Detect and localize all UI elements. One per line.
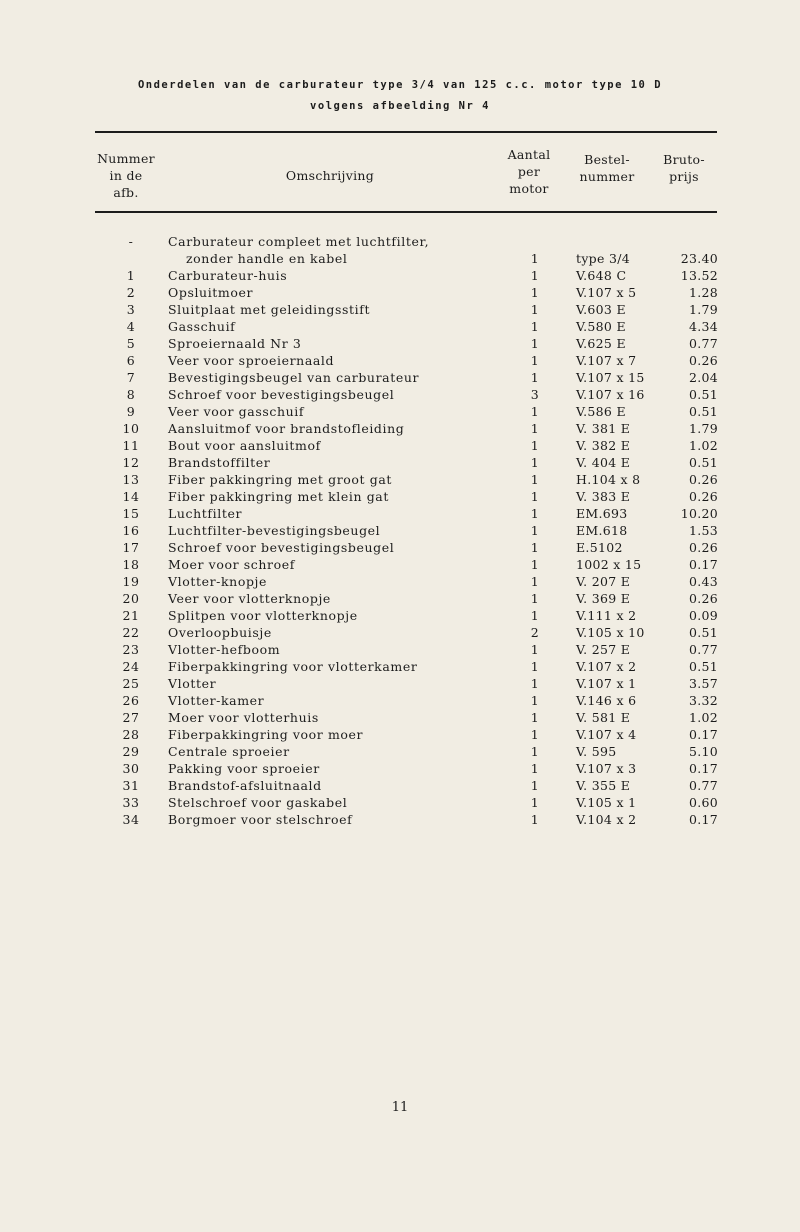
part-order-number: V.625 E	[576, 336, 626, 351]
part-description: Stelschroef voor gaskabel	[168, 795, 348, 810]
part-description: Fiberpakkingring voor vlotterkamer	[168, 659, 418, 674]
part-description: Luchtfilter-bevestigingsbeugel	[168, 523, 381, 538]
part-quantity: 1	[530, 795, 540, 810]
part-description: Carburateur compleet met luchtfilter,	[168, 234, 430, 249]
table-row	[0, 284, 800, 301]
part-price: 5.10	[688, 744, 718, 759]
table-row	[0, 301, 800, 318]
part-order-number: V. 383 E	[576, 489, 631, 504]
part-price: 0.26	[688, 472, 718, 487]
part-order-number: V. 382 E	[576, 438, 631, 453]
part-description: Veer voor vlotterknopje	[168, 591, 331, 606]
table-row	[0, 760, 800, 777]
part-number: 10	[122, 421, 140, 436]
part-price: 4.34	[688, 319, 718, 334]
part-number: 16	[122, 523, 140, 538]
part-number: 25	[122, 676, 140, 691]
part-order-number: type 3/4	[576, 251, 630, 266]
part-description: Fiber pakkingring met klein gat	[168, 489, 389, 504]
part-number: 31	[122, 778, 140, 793]
part-number: 5	[126, 336, 136, 351]
part-description: Brandstoffilter	[168, 455, 271, 470]
part-price: 0.26	[688, 540, 718, 555]
part-order-number: V.580 E	[576, 319, 626, 334]
part-description: Gasschuif	[168, 319, 236, 334]
part-order-number: V.107 x 16	[576, 387, 645, 402]
part-description: Bout voor aansluitmof	[168, 438, 321, 453]
part-number: 18	[122, 557, 140, 572]
part-number: 14	[122, 489, 140, 504]
part-description: Splitpen voor vlotterknopje	[168, 608, 358, 623]
part-order-number: E.5102	[576, 540, 623, 555]
part-quantity: 1	[530, 404, 540, 419]
table-row	[0, 539, 800, 556]
part-price: 0.51	[688, 404, 718, 419]
part-description: Borgmoer voor stelschroef	[168, 812, 353, 827]
header-aantal: Aantal per motor	[507, 147, 551, 196]
part-quantity: 1	[530, 574, 540, 589]
part-number: 27	[122, 710, 140, 725]
table-row	[0, 590, 800, 607]
page-number: 11	[391, 1100, 409, 1115]
part-description: Opsluitmoer	[168, 285, 254, 300]
part-quantity: 1	[530, 591, 540, 606]
part-description: Fiberpakkingring voor moer	[168, 727, 364, 742]
part-order-number: V. 207 E	[576, 574, 631, 589]
part-number: 7	[126, 370, 136, 385]
table-row	[0, 471, 800, 488]
part-quantity: 3	[530, 387, 540, 402]
part-quantity: 1	[530, 727, 540, 742]
part-price: 1.28	[688, 285, 718, 300]
table-row	[0, 454, 800, 471]
part-number: 26	[122, 693, 140, 708]
part-number: 17	[122, 540, 140, 555]
part-order-number: V.648 C	[576, 268, 627, 283]
part-number: 34	[122, 812, 140, 827]
part-quantity: 1	[530, 642, 540, 657]
part-order-number: V.603 E	[576, 302, 626, 317]
part-price: 0.77	[688, 642, 718, 657]
part-description: Brandstof-afsluitnaald	[168, 778, 322, 793]
part-price: 0.51	[688, 387, 718, 402]
part-description: Overloopbuisje	[168, 625, 272, 640]
table-row	[0, 488, 800, 505]
part-number: 21	[122, 608, 140, 623]
part-number: 30	[122, 761, 140, 776]
part-quantity: 1	[530, 251, 540, 266]
part-order-number: V.104 x 2	[576, 812, 637, 827]
part-description: Bevestigingsbeugel van carburateur	[168, 370, 420, 385]
part-price: 0.77	[688, 336, 718, 351]
part-number: 9	[126, 404, 136, 419]
part-number: 29	[122, 744, 140, 759]
table-row	[0, 335, 800, 352]
part-quantity: 1	[530, 608, 540, 623]
part-price: 0.09	[688, 608, 718, 623]
part-description: Moer voor vlotterhuis	[168, 710, 319, 725]
part-price: 0.26	[688, 489, 718, 504]
part-number: 23	[122, 642, 140, 657]
part-number: 19	[122, 574, 140, 589]
part-price: 0.17	[688, 727, 718, 742]
part-number: 4	[126, 319, 136, 334]
table-row	[0, 675, 800, 692]
part-description: Sproeiernaald Nr 3	[168, 336, 302, 351]
part-quantity: 1	[530, 523, 540, 538]
part-quantity: 1	[530, 285, 540, 300]
part-price: 23.40	[680, 251, 718, 266]
table-top-rule	[95, 131, 717, 133]
part-price: 3.57	[688, 676, 718, 691]
table-row	[0, 505, 800, 522]
part-price: 0.17	[688, 812, 718, 827]
part-order-number: EM.693	[576, 506, 628, 521]
part-quantity: 1	[530, 659, 540, 674]
part-quantity: 1	[530, 302, 540, 317]
table-row-continuation	[0, 250, 800, 267]
table-row	[0, 726, 800, 743]
table-header-rule	[95, 211, 717, 213]
part-quantity: 1	[530, 421, 540, 436]
part-number: 20	[122, 591, 140, 606]
part-quantity: 1	[530, 489, 540, 504]
table-row	[0, 556, 800, 573]
part-order-number: V.105 x 10	[576, 625, 645, 640]
table-row	[0, 233, 800, 250]
part-number: 2	[126, 285, 136, 300]
table-row	[0, 709, 800, 726]
part-number: 15	[122, 506, 140, 521]
part-description: Veer voor gasschuif	[168, 404, 305, 419]
part-number: 24	[122, 659, 140, 674]
part-number: 13	[122, 472, 140, 487]
part-quantity: 1	[530, 455, 540, 470]
part-price: 0.51	[688, 659, 718, 674]
part-order-number: V. 404 E	[576, 455, 631, 470]
table-row	[0, 658, 800, 675]
part-price: 0.26	[688, 591, 718, 606]
part-order-number: V.107 x 2	[576, 659, 637, 674]
part-price: 10.20	[680, 506, 718, 521]
part-quantity: 1	[530, 336, 540, 351]
part-price: 1.79	[688, 421, 718, 436]
part-price: 0.60	[688, 795, 718, 810]
part-description: Vlotter-hefboom	[168, 642, 281, 657]
part-quantity: 1	[530, 506, 540, 521]
part-order-number: V. 595	[576, 744, 617, 759]
part-number: 8	[126, 387, 136, 402]
table-row	[0, 641, 800, 658]
part-quantity: 1	[530, 710, 540, 725]
part-description: Pakking voor sproeier	[168, 761, 320, 776]
part-quantity: 1	[530, 778, 540, 793]
table-row	[0, 607, 800, 624]
header-bestelnummer: Bestel- nummer	[579, 152, 635, 184]
part-order-number: V. 257 E	[576, 642, 631, 657]
part-quantity: 1	[530, 693, 540, 708]
part-order-number: V.107 x 3	[576, 761, 637, 776]
part-price: 1.02	[688, 710, 718, 725]
part-description-cont: zonder handle en kabel	[186, 251, 348, 266]
table-row	[0, 743, 800, 760]
part-number: 12	[122, 455, 140, 470]
part-number: 11	[122, 438, 140, 453]
part-order-number: H.104 x 8	[576, 472, 641, 487]
part-order-number: 1002 x 15	[576, 557, 642, 572]
part-quantity: 1	[530, 676, 540, 691]
table-row	[0, 522, 800, 539]
table-row	[0, 369, 800, 386]
part-quantity: 1	[530, 540, 540, 555]
part-price: 1.02	[688, 438, 718, 453]
part-number: 33	[122, 795, 140, 810]
part-description: Sluitplaat met geleidingsstift	[168, 302, 371, 317]
part-price: 0.43	[688, 574, 718, 589]
table-row	[0, 318, 800, 335]
part-number: -	[128, 234, 134, 249]
part-price: 3.32	[688, 693, 718, 708]
part-price: 0.77	[688, 778, 718, 793]
part-quantity: 1	[530, 370, 540, 385]
part-order-number: EM.618	[576, 523, 628, 538]
part-order-number: V.105 x 1	[576, 795, 637, 810]
table-row	[0, 386, 800, 403]
part-description: Fiber pakkingring met groot gat	[168, 472, 393, 487]
table-row	[0, 403, 800, 420]
part-number: 22	[122, 625, 140, 640]
part-price: 13.52	[680, 268, 718, 283]
part-price: 0.26	[688, 353, 718, 368]
part-quantity: 1	[530, 472, 540, 487]
part-description: Centrale sproeier	[168, 744, 290, 759]
part-order-number: V.107 x 1	[576, 676, 637, 691]
header-omschrijving: Omschrijving	[285, 168, 375, 183]
part-price: 0.17	[688, 761, 718, 776]
part-order-number: V. 369 E	[576, 591, 631, 606]
part-description: Veer voor sproeiernaald	[168, 353, 335, 368]
part-order-number: V.146 x 6	[576, 693, 637, 708]
document-title: Onderdelen van de carburateur type 3/4 van 125 c.c. motor type 10 D	[137, 79, 663, 91]
table-row	[0, 811, 800, 828]
part-price: 0.51	[688, 625, 718, 640]
part-order-number: V.107 x 5	[576, 285, 637, 300]
table-row	[0, 794, 800, 811]
table-row	[0, 267, 800, 284]
part-order-number: V. 355 E	[576, 778, 631, 793]
table-row	[0, 352, 800, 369]
header-nummer: Nummer in de afb.	[97, 151, 155, 200]
part-price: 0.17	[688, 557, 718, 572]
part-quantity: 1	[530, 812, 540, 827]
part-description: Luchtfilter	[168, 506, 243, 521]
part-order-number: V.111 x 2	[576, 608, 637, 623]
header-brutoprijs: Bruto- prijs	[663, 152, 705, 184]
part-order-number: V.107 x 4	[576, 727, 637, 742]
part-description: Schroef voor bevestigingsbeugel	[168, 387, 395, 402]
table-row	[0, 692, 800, 709]
part-number: 1	[126, 268, 136, 283]
part-order-number: V.107 x 15	[576, 370, 645, 385]
part-order-number: V.107 x 7	[576, 353, 637, 368]
document-subtitle: volgens afbeelding Nr 4	[310, 100, 490, 112]
part-price: 2.04	[688, 370, 718, 385]
part-description: Carburateur-huis	[168, 268, 288, 283]
part-order-number: V. 381 E	[576, 421, 631, 436]
part-description: Moer voor schroef	[168, 557, 295, 572]
part-number: 3	[126, 302, 136, 317]
part-price: 0.51	[688, 455, 718, 470]
part-quantity: 1	[530, 761, 540, 776]
part-order-number: V. 581 E	[576, 710, 631, 725]
part-quantity: 1	[530, 744, 540, 759]
table-row	[0, 573, 800, 590]
table-row	[0, 437, 800, 454]
part-description: Schroef voor bevestigingsbeugel	[168, 540, 395, 555]
part-number: 6	[126, 353, 136, 368]
table-row	[0, 777, 800, 794]
table-row	[0, 624, 800, 641]
part-quantity: 1	[530, 353, 540, 368]
part-quantity: 2	[530, 625, 540, 640]
part-description: Vlotter	[168, 676, 217, 691]
part-description: Vlotter-kamer	[168, 693, 265, 708]
part-quantity: 1	[530, 557, 540, 572]
part-quantity: 1	[530, 319, 540, 334]
part-quantity: 1	[530, 438, 540, 453]
part-price: 1.79	[688, 302, 718, 317]
part-description: Vlotter-knopje	[168, 574, 268, 589]
table-row	[0, 420, 800, 437]
part-number: 28	[122, 727, 140, 742]
part-price: 1.53	[688, 523, 718, 538]
part-description: Aansluitmof voor brandstofleiding	[168, 421, 405, 436]
part-quantity: 1	[530, 268, 540, 283]
part-order-number: V.586 E	[576, 404, 626, 419]
